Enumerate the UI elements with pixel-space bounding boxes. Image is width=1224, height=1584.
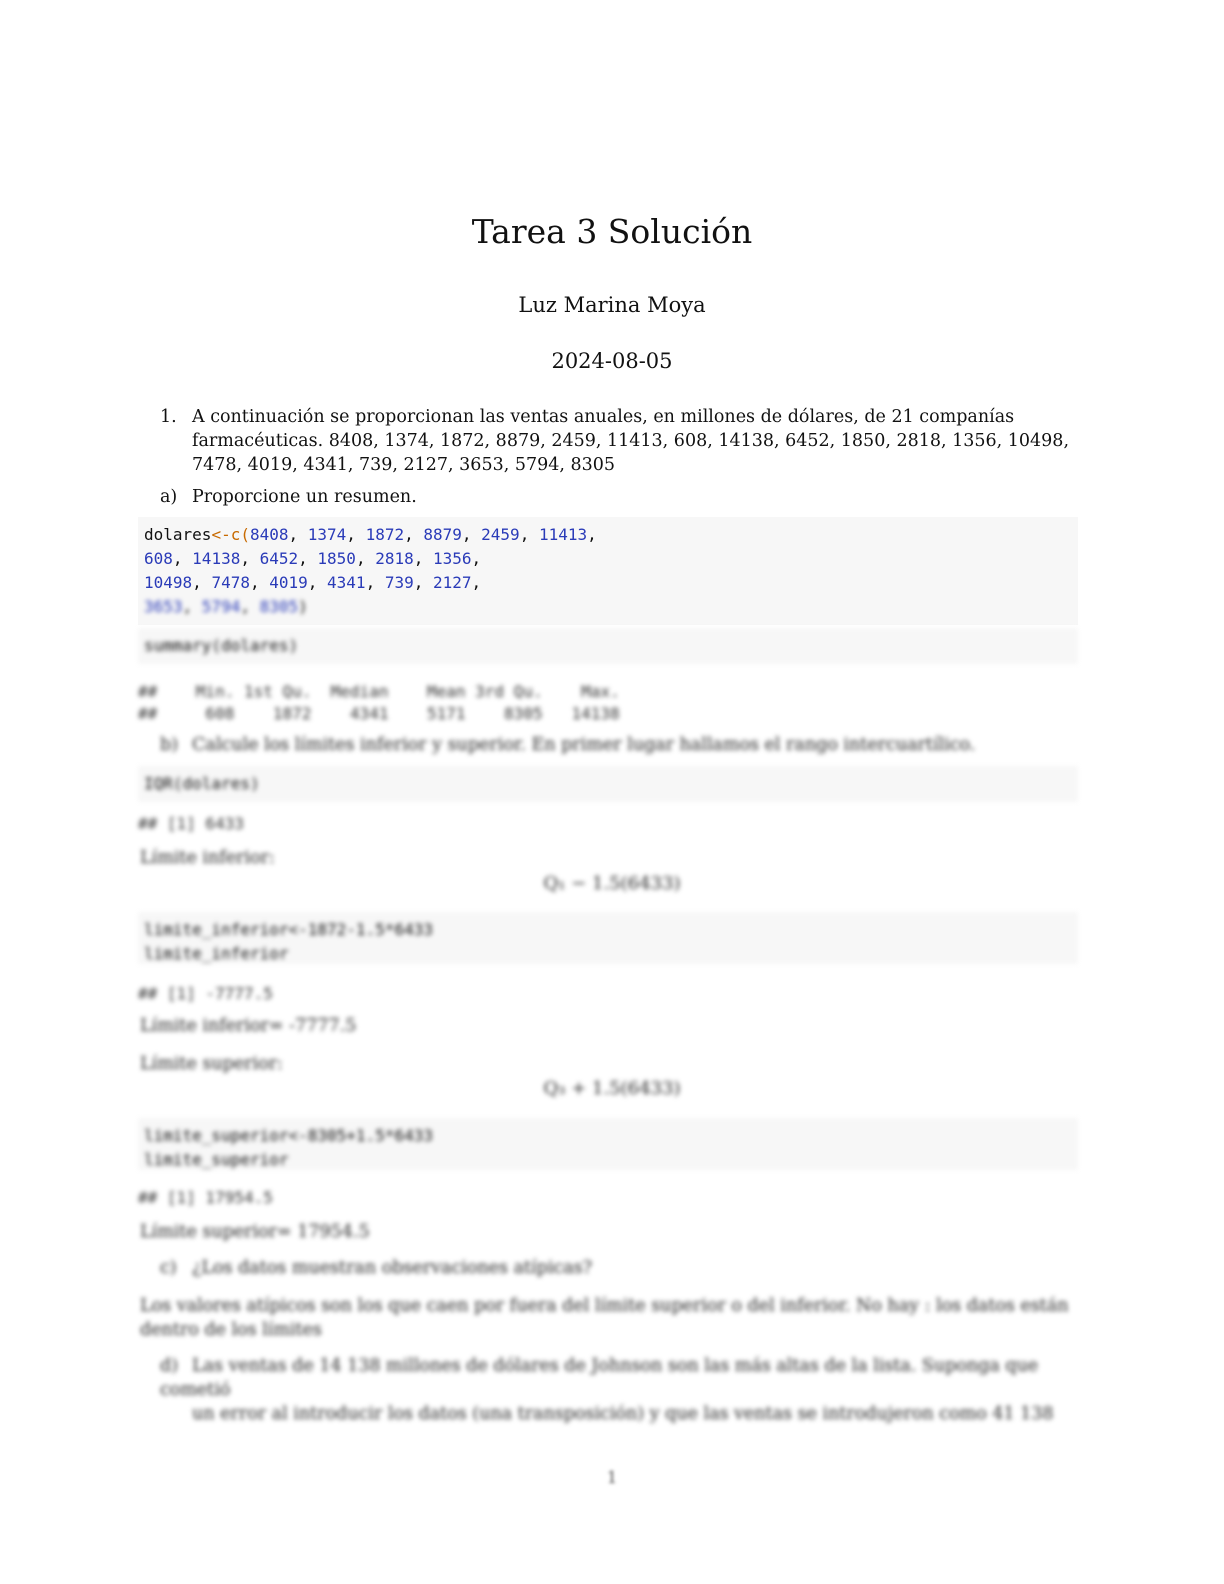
- code-block-lim-sup: [138, 1118, 1078, 1170]
- equation-lower: Q₁ − 1.5(6433): [543, 873, 681, 894]
- code-number: 14138: [192, 549, 241, 568]
- question-1-number: 1.: [160, 407, 177, 427]
- code-lim-inf-2: limite_inferior: [144, 944, 289, 963]
- code-iqr: IQR(dolares): [144, 774, 260, 793]
- code-lim-inf-1: limite_inferior<-1872-1.5*6433: [144, 920, 433, 939]
- summary-output-values: ## 608 1872 4341 5171 8305 14138: [138, 704, 620, 723]
- code-number: 10498: [144, 573, 193, 592]
- code-fn: c(: [230, 525, 250, 544]
- code-number: 1850: [317, 549, 356, 568]
- code-number: 1374: [307, 525, 347, 544]
- question-d-line-2: un error al introducir los datos (una transposición) y que las ventas se introdujeron como 41 138: [192, 1404, 1054, 1424]
- code-block-summary: [138, 628, 1078, 664]
- code-block-iqr: [138, 766, 1078, 802]
- code-line-1: 8408, 1374, 1872, 8879, 2459, 11413,: [249, 525, 597, 544]
- question-1: [160, 405, 1076, 477]
- code-number: 8408: [249, 525, 289, 544]
- question-b-text: Calcule los límites inferior y superior. En primer lugar hallamos el rango intercuartílico.: [192, 735, 976, 755]
- question-a: [160, 487, 417, 507]
- question-a-text: Proporcione un resumen.: [192, 487, 417, 507]
- question-d-label: d): [160, 1356, 179, 1376]
- iqr-output: ## [1] 6433: [138, 814, 244, 833]
- document-title: Tarea 3 Solución: [471, 212, 753, 251]
- code-number: 739: [384, 573, 414, 592]
- code-number: 1356: [433, 549, 472, 568]
- code-number: 8305: [259, 597, 299, 616]
- blurred-content: [0, 592, 1224, 1422]
- code-number: 11413: [538, 525, 588, 544]
- lim-inf-label: Límite inferior:: [140, 848, 275, 868]
- lim-sup-result: Límite superior= 17954.5: [140, 1222, 370, 1242]
- code-number: 7478: [211, 573, 250, 592]
- question-d-line-1: Las ventas de 14 138 millones de dólares de Johnson son las más altas de la lista. Suponga que cometió: [160, 1356, 1039, 1400]
- lim-sup-label: Límite superior:: [140, 1054, 283, 1074]
- code-number: 2818: [375, 549, 414, 568]
- page-number: 1: [606, 1468, 618, 1488]
- code-number: 4019: [269, 573, 308, 592]
- question-c-text: ¿Los datos muestran observaciones atípicas?: [192, 1258, 593, 1278]
- question-d: [160, 1354, 1076, 1426]
- question-c: [160, 1258, 592, 1278]
- lim-sup-output: ## [1] 17954.5: [138, 1188, 273, 1207]
- lim-inf-result: Límite inferior= -7777.5: [140, 1016, 357, 1036]
- code-number: 2459: [481, 525, 520, 544]
- paragraph-c: Los valores atípicos son los que caen por fuera del límite superior o del inferior. No hay : los datos están dentro de los límites: [140, 1296, 1069, 1340]
- code-number: 608: [144, 549, 173, 568]
- code-number: 8879: [423, 525, 462, 544]
- code-number: 6452: [259, 549, 299, 568]
- document-date: 2024-08-05: [551, 349, 673, 373]
- code-line-4: 3653, 5794, 8305): [144, 597, 308, 616]
- question-b: [160, 735, 975, 755]
- code-block-lim-inf: [138, 912, 1078, 964]
- code-number: 3653: [144, 597, 183, 616]
- code-summary: summary(dolares): [144, 636, 299, 655]
- code-lim-sup-1: limite_superior<-8305+1.5*6433: [144, 1126, 433, 1145]
- question-1-text: A continuación se proporcionan las ventas anuales, en millones de dólares, de 21 companías farmacéuticas. 8408, 1374, 1872, 8879, 2459, 11413, 608, 14138, 6452, 1850, 2818, 1356, 10498, 7478, 4019, 4341, 739, 2127, 3653, 5794, 8305: [192, 407, 1070, 475]
- code-number: 4341: [327, 573, 366, 592]
- equation-upper: Q₃ + 1.5(6433): [543, 1078, 681, 1099]
- question-b-label: b): [160, 735, 179, 755]
- question-a-label: a): [160, 487, 178, 507]
- code-number: 2127: [433, 573, 472, 592]
- code-assign: <-: [211, 525, 231, 544]
- code-number: 5794: [201, 597, 241, 616]
- summary-output-headers: ## Min. 1st Qu. Median Mean 3rd Qu. Max.: [138, 682, 620, 701]
- code-number: 1872: [365, 525, 405, 544]
- code-line-3: 10498, 7478, 4019, 4341, 739, 2127,: [144, 573, 482, 592]
- code-line-2: 608, 14138, 6452, 1850, 2818, 1356,: [144, 549, 482, 568]
- code-lim-sup-2: limite_superior: [144, 1150, 289, 1169]
- lim-inf-output: ## [1] -7777.5: [138, 984, 273, 1003]
- document-author: Luz Marina Moya: [518, 293, 706, 317]
- question-c-label: c): [160, 1258, 177, 1278]
- code-var: dolares: [144, 525, 212, 544]
